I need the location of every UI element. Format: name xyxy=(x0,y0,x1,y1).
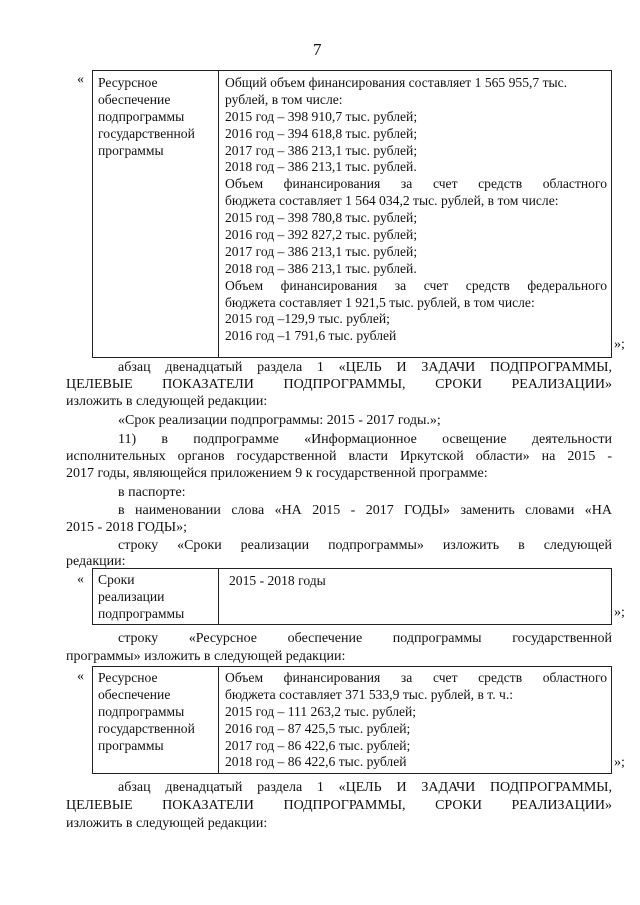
table1-content-line: 2015 год – 398 780,8 тыс. рублей; xyxy=(225,210,418,226)
table3-label-line: государственной xyxy=(98,720,195,736)
table3-label xyxy=(98,670,195,754)
table1-content-line: 2018 год – 386 213,1 тыс. рублей. xyxy=(225,159,417,175)
table3-content-line: 2017 год – 86 422,6 тыс. рублей; xyxy=(225,737,411,753)
paragraph-line: изложить в следующей редакции: xyxy=(66,816,268,831)
table3-label-line: программы xyxy=(98,737,164,753)
table2-open-quote: « xyxy=(77,572,84,587)
paragraph-line: ЦЕЛЕВЫЕ ПОКАЗАТЕЛИ ПОДПРОГРАММЫ, СРОКИ РЕАЛИЗАЦИИ» xyxy=(66,377,612,392)
table1-content-line: Общий объем финансирования составляет 1 565 955,7 тыс. xyxy=(225,75,568,90)
table2-label-line: реализации xyxy=(98,588,165,604)
paragraph-line: в наименовании слова «НА 2015 - 2017 ГОДЫ» заменить словами «НА xyxy=(118,503,612,518)
paragraph-line: 11) в подпрограмме «Информационное освещение деятельности xyxy=(118,432,612,447)
table1-label-line: Ресурсное xyxy=(98,75,158,90)
table1-content-line: 2017 год – 386 213,1 тыс. рублей; xyxy=(225,142,418,158)
table1-content-line: 2016 год –1 791,6 тыс. рублей xyxy=(225,328,397,344)
table3-label-line: подпрограммы xyxy=(98,703,185,719)
table3-close-quote: »; xyxy=(614,755,625,770)
paragraph-line: «Срок реализации подпрограммы: 2015 - 2017 годы.»; xyxy=(118,413,441,428)
table1-label-line: подпрограммы xyxy=(98,108,185,124)
table3-content-line: 2016 год – 87 425,5 тыс. рублей; xyxy=(225,720,411,736)
paragraph-line: 2017 годы, являющейся приложением 9 к государственной программе: xyxy=(66,466,488,481)
table3-content-line: 2015 год – 111 263,2 тыс. рублей; xyxy=(225,703,417,719)
table1-label xyxy=(98,75,195,159)
table1-label-line: программы xyxy=(98,142,164,158)
table3-open-quote: « xyxy=(77,669,84,684)
paragraph-line: программы» изложить в следующей редакции: xyxy=(66,649,346,664)
table2-close-quote: »; xyxy=(614,605,625,620)
table1-content-line: 2016 год – 392 827,2 тыс. рублей; xyxy=(225,227,418,243)
table3-content-line: Объем финансирования за счет средств областного xyxy=(225,670,607,685)
table1-content-line: 2015 год –129,9 тыс. рублей; xyxy=(225,311,390,327)
table3-label-line: обеспечение xyxy=(98,686,171,702)
table3-content xyxy=(225,670,607,771)
table1-content-line: 2015 год – 398 910,7 тыс. рублей; xyxy=(225,108,418,124)
table1-content-line: бюджета составляет 1 564 034,2 тыс. рублей, в том числе: xyxy=(225,193,559,209)
table2-label-line: подпрограммы xyxy=(98,605,185,621)
paragraph-line: ЦЕЛЕВЫЕ ПОКАЗАТЕЛИ ПОДПРОГРАММЫ, СРОКИ РЕАЛИЗАЦИИ» xyxy=(66,798,612,813)
table2-label-line: Сроки xyxy=(98,572,135,587)
paragraph-line: изложить в следующей редакции: xyxy=(66,394,268,409)
table1-content-line: 2018 год – 386 213,1 тыс. рублей. xyxy=(225,260,417,276)
paragraph-line: редакции: xyxy=(66,554,126,569)
table2 xyxy=(92,568,612,625)
table1-label-line: обеспечение xyxy=(98,91,171,107)
paragraph-line: 2015 - 2018 ГОДЫ»; xyxy=(66,520,187,535)
table3-content-line: 2018 год – 86 422,6 тыс. рублей xyxy=(225,754,407,770)
paragraph-line: строку «Сроки реализации подпрограммы» изложить в следующей xyxy=(118,538,612,553)
table1-label-line: государственной xyxy=(98,125,195,141)
table3 xyxy=(92,666,612,774)
table3-label-line: Ресурсное xyxy=(98,670,158,685)
paragraph-line: абзац двенадцатый раздела 1 «ЦЕЛЬ И ЗАДАЧИ ПОДПРОГРАММЫ, xyxy=(118,780,612,795)
table1-content-line: 2016 год – 394 618,8 тыс. рублей; xyxy=(225,125,418,141)
table1-content-line: бюджета составляет 1 921,5 тыс. рублей, в том числе: xyxy=(225,294,535,310)
paragraph-line: в паспорте: xyxy=(118,485,186,500)
table2-content: 2015 - 2018 годы xyxy=(229,573,326,588)
paragraph-line: исполнительных органов государственной власти Иркутской области» на 2015 - xyxy=(66,449,612,464)
table1-content-line: 2017 год – 386 213,1 тыс. рублей; xyxy=(225,243,418,259)
paragraph-line: абзац двенадцатый раздела 1 «ЦЕЛЬ И ЗАДАЧИ ПОДПРОГРАММЫ, xyxy=(118,360,612,375)
table2-label xyxy=(98,572,184,623)
table1-content-line: рублей, в том числе: xyxy=(225,91,343,107)
table1 xyxy=(92,70,612,358)
page-number: 7 xyxy=(313,40,322,59)
paragraph-line: строку «Ресурсное обеспечение подпрограммы государственной xyxy=(118,631,612,646)
table1-content xyxy=(225,75,607,345)
table1-content-line: Объем финансирования за счет средств федерального xyxy=(225,277,607,293)
table1-open-quote: « xyxy=(77,72,84,87)
table3-content-line: бюджета составляет 371 533,9 тыс. рублей, в т. ч.: xyxy=(225,686,513,702)
table1-close-quote: »; xyxy=(614,337,625,352)
table1-content-line: Объем финансирования за счет средств областного xyxy=(225,176,607,192)
